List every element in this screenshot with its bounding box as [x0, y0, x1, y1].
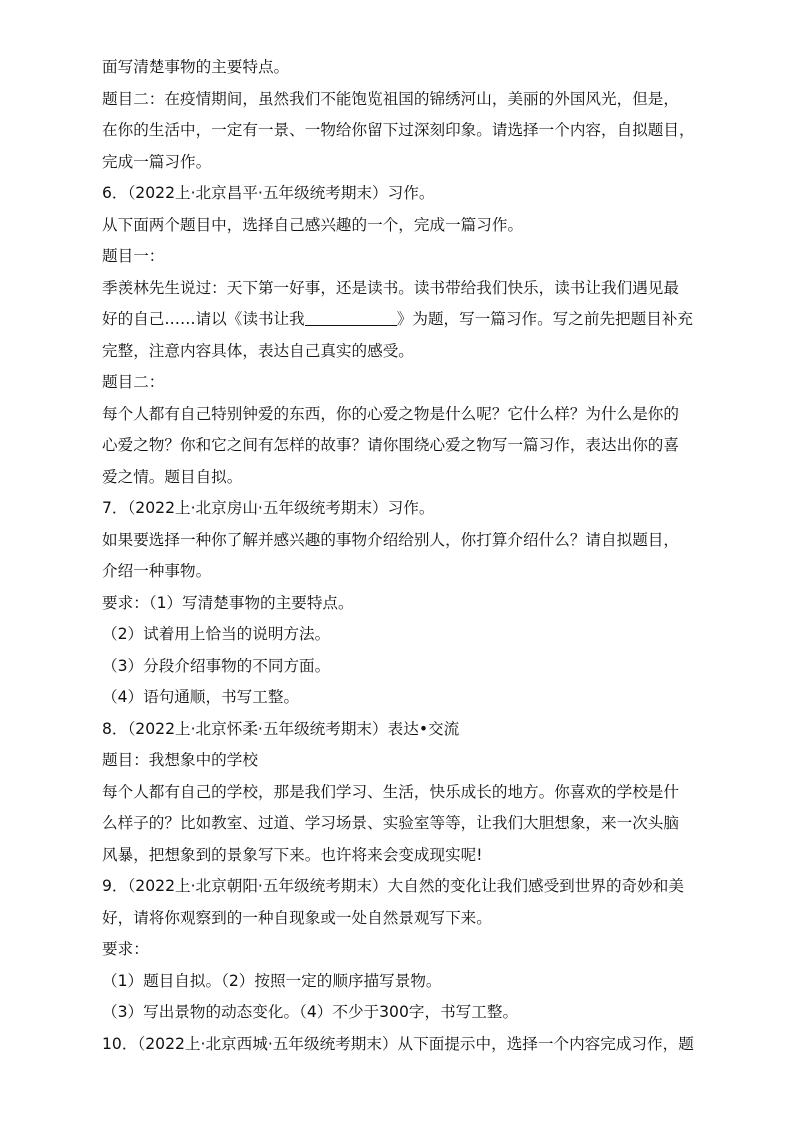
text-line: 如果要选择一种你了解并感兴趣的事物介绍给别人，你打算介绍什么？请自拟题目，	[102, 530, 679, 549]
blank-line-after: 》为题，写一篇习作。写之前先把题目补充	[396, 310, 694, 328]
text-line: （1）题目自拟。（2）按照一定的顺序描写景物。	[102, 971, 442, 990]
question-8-header: 8．（2022上·北京怀柔·五年级统考期末）表达•交流	[102, 719, 460, 738]
text-line: （3）写出景物的动态变化。（4）不少于300字，书写工整。	[102, 1003, 519, 1021]
text-line: 介绍一种事物。	[102, 562, 212, 580]
text-line: 题目：我想象中的学校	[102, 751, 258, 769]
text-line: 在你的生活中，一定有一景、一物给你留下过深刻印象。请选择一个内容，自拟题目，	[102, 121, 695, 139]
text-line: （3）分段介绍事物的不同方面。	[102, 656, 331, 675]
blank-line-before: 好的自己……请以《读书让我	[102, 310, 305, 328]
text-line: 完成一篇习作。	[102, 152, 212, 171]
text-line: 面写清楚事物的主要特点。	[102, 58, 290, 76]
text-line: 从下面两个题目中，选择自己感兴趣的一个，完成一篇习作。	[102, 215, 524, 234]
text-line: 么样子的？比如教室、过道、学习场景、实验室等等，让我们大胆想象，来一次头脑	[102, 814, 679, 832]
text-line: 每个人都有自己特别钟爱的东西，你的心爱之物是什么呢？它什么样？为什么是你的	[102, 404, 679, 423]
question-9-header: 9．（2022上·北京朝阳·五年级统考期末）大自然的变化让我们感受到世界的奇妙和美	[102, 877, 684, 895]
text-line: 风暴，把想象到的景象写下来。也许将来会变成现实呢!	[102, 845, 483, 864]
text-line: 爱之情。题目自拟。	[102, 467, 243, 486]
text-line: （4）语句通顺，书写工整。	[102, 688, 300, 706]
text-line: 题目一：	[102, 247, 165, 265]
text-line: 季羡林先生说过：天下第一好事，还是读书。读书带给我们快乐，读书让我们遇见最	[102, 278, 679, 297]
text-line: （2）试着用上恰当的说明方法。	[102, 625, 331, 643]
text-line: 心爱之物？你和它之间有怎样的故事？请你围绕心爱之物写一篇习作，表达出你的喜	[102, 436, 679, 454]
text-line: 完整，注意内容具体，表达自己真实的感受。	[102, 341, 414, 360]
text-line: 每个人都有自己的学校，那是我们学习、生活，快乐成长的地方。你喜欢的学校是什	[102, 782, 679, 801]
text-line: 题目二：在疫情期间，虽然我们不能饱览祖国的锦绣河山，美丽的外国风光，但是，	[102, 89, 679, 108]
text-line-with-blank	[102, 304, 714, 336]
text-line: 好，请将你观察到的一种自现象或一处自然景观写下来。	[102, 908, 492, 927]
text-line: 题目二：	[102, 373, 165, 391]
fill-in-blank	[305, 309, 397, 326]
question-7-header: 7．（2022上·北京房山·五年级统考期末）习作。	[102, 499, 435, 517]
text-line: 要求：（1）写清楚事物的主要特点。	[102, 593, 354, 612]
question-6-header: 6．（2022上·北京昌平·五年级统考期末）习作。	[102, 184, 435, 202]
question-10-header: 10．（2022上·北京西城·五年级统考期末）从下面提示中，选择一个内容完成习作，题	[102, 1034, 694, 1053]
text-line: 要求：	[102, 940, 149, 958]
